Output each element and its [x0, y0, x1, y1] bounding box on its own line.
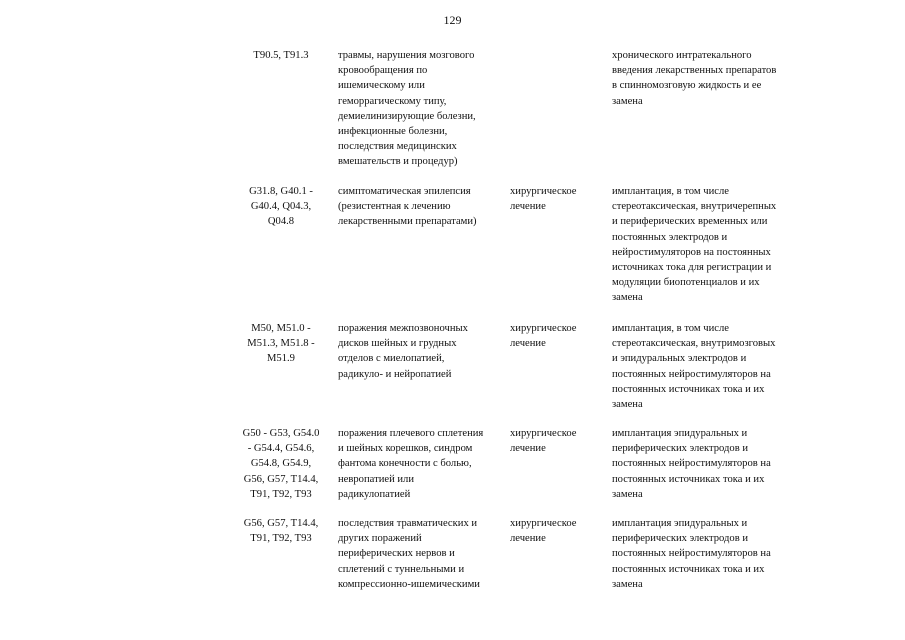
diagnosis-cell: поражения межпозвоночных дисков шейных и грудных отделов с миелопатией, радикуло- и нейропатией: [338, 323, 468, 380]
treatment-cell: хирургическое лечение: [510, 323, 577, 350]
diagnosis-cell: симптоматическая эпилепсия (резистентная к лечению лекарственными препаратами): [338, 186, 477, 228]
method-cell: имплантация эпидуральных и периферических электродов и постоянных нейростимуляторов на постоянных источниках тока и их замена: [612, 518, 771, 590]
page-number: 129: [443, 13, 462, 27]
diagnosis-cell: поражения плечевого сплетения и шейных корешков, синдром фантома конечности с болью, невропатией или радикулопатией: [338, 428, 484, 500]
diagnosis-cell: травмы, нарушения мозгового кровообращения по ишемическому или геморрагическому типу, демиелинизирующие болезни, инфекционные болезни, последствия медицинских вмешательств и процедур): [338, 50, 476, 168]
icd-codes-cell: G50 - G53, G54.0 - G54.4, G54.6, G54.8, G54.9, G56, G57, T14.4, T91, T92, T93: [242, 428, 320, 500]
method-cell: имплантация, в том числе стереотаксическая, внутримозговых и эпидуральных электродов и постоянных нейростимуляторов на постоянных источниках тока и их замена: [612, 323, 776, 411]
icd-codes-cell: M50, M51.0 - M51.3, M51.8 - M51.9: [247, 323, 315, 365]
method-cell: имплантация эпидуральных и периферических электродов и постоянных нейростимуляторов на постоянных источниках тока и их замена: [612, 428, 771, 500]
method-cell: имплантация, в том числе стереотаксическая, внутричерепных и периферических временных или постоянных электродов и нейростимуляторов на постоянных источниках тока для регистрации и модуляции биопотенциалов и их замена: [612, 186, 777, 304]
icd-codes-cell: G56, G57, T14.4, T91, T92, T93: [243, 518, 319, 545]
treatment-cell: хирургическое лечение: [510, 518, 577, 545]
icd-codes-cell: G31.8, G40.1 - G40.4, Q04.3, Q04.8: [249, 186, 313, 228]
icd-codes-cell: T90.5, T91.3: [253, 50, 309, 61]
diagnosis-cell: последствия травматических и других поражений периферических нервов и сплетений с туннельными и компрессионно-ишемическими: [338, 518, 480, 590]
treatment-cell: хирургическое лечение: [510, 428, 577, 455]
treatment-cell: хирургическое лечение: [510, 186, 577, 213]
method-cell: хронического интратекального введения лекарственных препаратов в спинномозговую жидкость и ее замена: [612, 50, 777, 107]
